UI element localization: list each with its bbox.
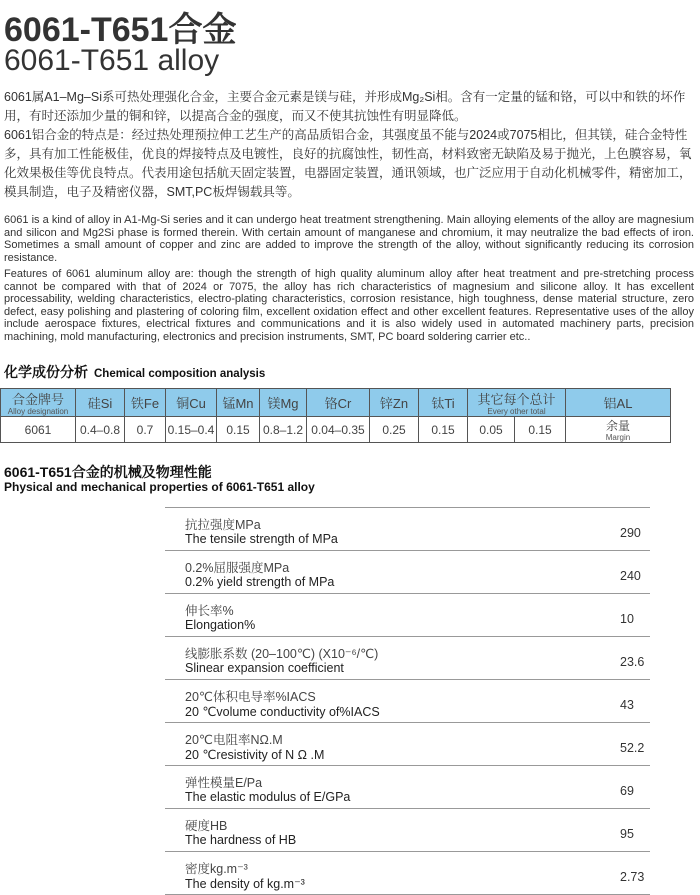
cell: 0.04–0.35	[307, 417, 370, 443]
property-value: 69	[620, 784, 634, 798]
property-value: 43	[620, 698, 634, 712]
property-name-en: Slinear expansion coefficient	[185, 661, 344, 675]
property-value: 2.73	[620, 870, 645, 884]
cell: 0.7	[125, 417, 166, 443]
property-row	[165, 637, 650, 680]
property-row	[165, 594, 650, 637]
cell: 0.4–0.8	[76, 417, 125, 443]
intro-en-2: Features of 6061 aluminum alloy are: though the strength of high quality aluminum alloy after heat treatment and pre-stretching process cannot be compared with that of 2024 or 7075, the alloy has rich characteristics of magnesium and silicone alloy. It has excellent processability, welding characteristics, electro-plating characteristics, corrosion resistance, high toughness, dense material structure, zero defect, easy polishing and plastering of coloring film, excellent oxidation effect and other excellent features. Representative uses of the alloy include aerospace fixtures, electrical fixtures and communications and it is also widely used in automated machinery parts, precision machining, mold manufacturing, electronics and precision instruments, SMT, PC board soldering carrier etc..	[4, 268, 694, 343]
props-heading-en: Physical and mechanical properties of 6061-T651 alloy	[4, 480, 315, 494]
col-alloy	[1, 389, 76, 417]
cell: 0.15	[515, 417, 566, 443]
title-zh: 6061-T651合金	[4, 11, 237, 49]
property-row	[165, 809, 650, 852]
col-sublabel: Alloy designation	[7, 407, 69, 416]
col: 铝AL	[566, 389, 671, 417]
col: 镁Mg	[260, 389, 307, 417]
chem-heading-en: Chemical composition analysis	[94, 368, 266, 380]
col-other	[468, 389, 566, 417]
property-name-zh: 20℃体积电导率%IACS	[185, 690, 316, 704]
col: 钛Ti	[419, 389, 468, 417]
cell-label: 余量	[605, 419, 630, 433]
property-value: 10	[620, 612, 634, 626]
property-name-zh: 硬度HB	[185, 819, 228, 833]
props-heading-zh: 6061-T651合金的机械及物理性能	[4, 464, 212, 480]
property-row	[165, 723, 650, 766]
cell: 0.25	[370, 417, 419, 443]
intro-zh-1: 6061属A1–Mg–Si系可热处理强化合金，主要合金元素是镁与硅，并形成Mg₂Si相。含有一定量的锰和铬，可以中和铁的坏作用，有时还添加少量的铜和锌，以提高合金的强度，而又不使其抗蚀性有明显降低。	[4, 90, 686, 123]
cell: 0.15–0.4	[166, 417, 217, 443]
property-name-zh: 弹性模量E/Pa	[185, 776, 263, 790]
cell: 0.15	[217, 417, 260, 443]
property-row	[165, 680, 650, 723]
property-name-en: The density of kg.m⁻³	[185, 877, 305, 891]
property-value: 240	[620, 569, 641, 583]
property-name-zh: 20℃电阻率NΩ.M	[185, 733, 283, 747]
cell: 0.05	[468, 417, 515, 443]
chem-heading-zh: 化学成份分析	[4, 364, 88, 380]
property-name-zh: 线膨胀系数 (20–100℃) (X10⁻⁶/℃)	[185, 647, 379, 661]
col: 锌Zn	[370, 389, 419, 417]
chem-heading	[4, 362, 265, 382]
cell: 0.15	[419, 417, 468, 443]
col-label: 合金牌号	[11, 392, 64, 407]
intro-zh-2: 6061铝合金的特点是：经过热处理预拉伸工艺生产的高品质铝合金，其强度虽不能与2024或7075相比，但其镁，硅合金特性多，具有加工性能极佳，优良的焊接特点及电镀性，良好的抗腐蚀性，韧性高，材料致密无缺陷及易于抛光，上色膜容易，氧化效果极佳等优良特点。代表用途包括航天固定装置，电器固定装置，通讯领域，也广泛应用于自动化机械零件，精密加工，模具制造，电子及精密仪器，SMT,PC板焊锡载具等。	[4, 128, 692, 199]
chem-table	[0, 388, 671, 443]
col: 铁Fe	[125, 389, 166, 417]
property-name-zh: 密度kg.m⁻³	[185, 862, 248, 876]
cell-sublabel: Margin	[605, 433, 631, 442]
property-name-en: 20 ℃resistivity of N Ω .M	[185, 748, 325, 762]
col: 铬Cr	[307, 389, 370, 417]
cell-margin	[566, 417, 671, 443]
cell: 6061	[1, 417, 76, 443]
col: 铜Cu	[166, 389, 217, 417]
title-en: 6061-T651 alloy	[4, 44, 220, 77]
col: 硅Si	[76, 389, 125, 417]
property-name-zh: 0.2%屈服强度MPa	[185, 561, 290, 575]
property-name-zh: 抗拉强度MPa	[185, 518, 261, 532]
property-row	[165, 766, 650, 809]
property-row	[165, 508, 650, 551]
property-value: 52.2	[620, 741, 645, 755]
table-row	[1, 417, 671, 443]
property-name-en: The tensile strength of MPa	[185, 532, 338, 546]
col: 锰Mn	[217, 389, 260, 417]
intro-en-1: 6061 is a kind of alloy in A1-Mg-Si series and it can undergo heat treatment strengthening. Main alloying elements of the alloy are magnesium and silicon and Mg2Si phase is formed therein. With certain amount of manganese and chromium, it may neutralize the bad effects of iron. Sometimes a small amount of copper and zinc are added to improve the strength of the alloy, without significantly reducing its corrosion resistance.	[4, 214, 694, 264]
property-value: 23.6	[620, 655, 645, 669]
property-name-zh: 伸长率%	[185, 604, 234, 618]
property-name-en: 20 ℃volume conductivity of%IACS	[185, 705, 380, 719]
table-header	[1, 389, 671, 417]
property-row	[165, 551, 650, 594]
cell: 0.8–1.2	[260, 417, 307, 443]
property-name-en: Elongation%	[185, 618, 256, 632]
property-value: 290	[620, 526, 641, 540]
property-name-en: 0.2% yield strength of MPa	[185, 575, 335, 589]
properties-table	[165, 507, 650, 895]
property-value: 95	[620, 827, 634, 841]
col-label: 其它每个总计	[477, 392, 556, 407]
col-sublabel: Every other total	[487, 407, 546, 416]
property-name-en: The hardness of HB	[185, 833, 297, 847]
property-name-en: The elastic modulus of E/GPa	[185, 790, 351, 804]
